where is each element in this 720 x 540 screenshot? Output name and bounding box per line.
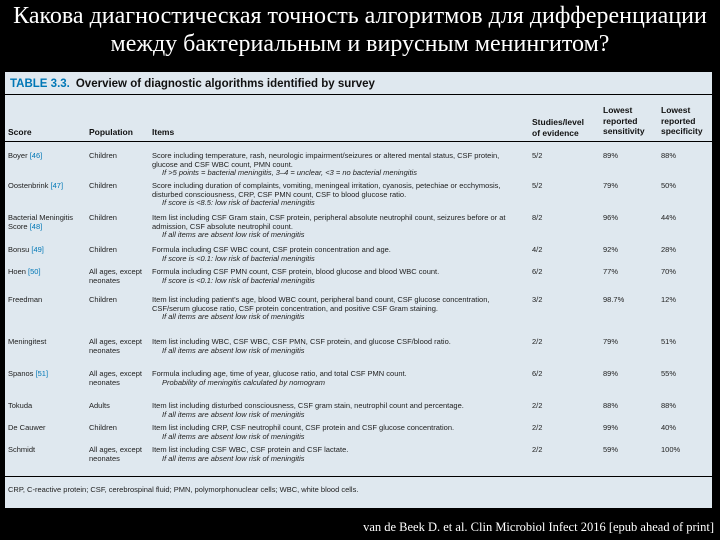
cell-sensitivity: 89% <box>603 369 619 378</box>
score-name: De Cauwer <box>8 423 46 432</box>
cell-studies: 8/2 <box>532 213 543 222</box>
items-text: Item list including patient's age, blood WBC count, peripheral band count, CSF glucose concentration, CSF/serum glucose ratio, CSF protein concentration, and positive CSF Gram staining. <box>152 295 490 313</box>
cell-items <box>152 182 527 208</box>
cell-studies: 2/2 <box>532 445 543 454</box>
cell-sensitivity: 89% <box>603 151 619 160</box>
cell-items <box>152 446 527 463</box>
cell-sensitivity: 79% <box>603 337 619 346</box>
cell-specificity: 88% <box>661 401 677 410</box>
cell-studies: 2/2 <box>532 337 543 346</box>
score-name: Boyer <box>8 151 28 160</box>
cell-items <box>152 370 527 387</box>
cell-score <box>8 268 88 277</box>
cell-items <box>152 402 527 419</box>
top-rule <box>5 94 712 95</box>
cell-sensitivity: 77% <box>603 267 619 276</box>
cell-population: All ages, except neonates <box>89 369 142 387</box>
items-note: If score is <8.5: low risk of bacterial meningitis <box>162 198 315 207</box>
score-ref: [47] <box>50 181 64 190</box>
score-ref: [48] <box>29 221 43 231</box>
items-note: If all items are absent low risk of meningitis <box>162 453 305 463</box>
cell-sensitivity: 79% <box>603 181 619 190</box>
cell-score <box>8 152 88 161</box>
cell-studies: 2/2 <box>532 401 543 410</box>
cell-score <box>8 370 88 379</box>
items-note: Probability of meningitis calculated by nomogram <box>162 377 325 387</box>
score-name: Schmidt <box>8 445 36 454</box>
cell-score <box>8 296 88 305</box>
cell-score <box>8 338 88 347</box>
cell-specificity: 51% <box>661 337 677 346</box>
cell-population: Children <box>89 423 117 432</box>
header-studies: Studies/level of evidence <box>532 117 584 138</box>
bottom-rule <box>5 476 712 477</box>
cell-score <box>8 246 88 255</box>
table-title: Overview of diagnostic algorithms identified by survey <box>75 78 375 90</box>
items-text: Item list including CSF Gram stain, CSF protein, peripheral absolute neutrophil count, seizures before or at admission, CSF absolute neutrophil count. <box>152 213 506 231</box>
items-note: If >5 points = bacterial meningitis, 3–4 = unclear, <3 = no bacterial meningitis <box>162 168 417 177</box>
items-text: Item list including disturbed consciousness, CSF gram stain, neutrophil count and percentage. <box>152 401 464 410</box>
items-text: Formula including age, time of year, glucose ratio, and total CSF PMN count. <box>152 369 407 378</box>
cell-population: Adults <box>89 401 110 410</box>
cell-population: Children <box>89 245 117 254</box>
score-ref: [46] <box>29 151 43 160</box>
cell-sensitivity: 92% <box>603 245 619 254</box>
header-rule <box>5 141 712 142</box>
score-name: Freedman <box>8 295 43 304</box>
score-name: Bacterial Meningitis Score <box>8 213 74 231</box>
cell-specificity: 70% <box>661 267 677 276</box>
items-note: If score is <0.1: low risk of bacterial meningitis <box>162 275 315 285</box>
items-text: Score including duration of complaints, vomiting, meningeal irritation, cyanosis, petechiae or ecchymosis, disturbed consciousness, CRP, CSF PMN count, CSF to blood glucose ratio. <box>152 181 501 199</box>
score-ref: [51] <box>35 369 49 378</box>
cell-studies: 5/2 <box>532 181 543 190</box>
cell-sensitivity: 96% <box>603 213 619 222</box>
cell-score <box>8 424 88 433</box>
cell-specificity: 50% <box>661 181 677 190</box>
cell-sensitivity: 88% <box>603 401 619 410</box>
cell-specificity: 40% <box>661 423 677 432</box>
cell-studies: 2/2 <box>532 423 543 432</box>
cell-studies: 4/2 <box>532 245 543 254</box>
header-specificity: Lowest reported specificity <box>661 105 703 136</box>
cell-score <box>8 214 88 231</box>
header-population: Population <box>89 127 133 137</box>
items-text: Item list including WBC, CSF WBC, CSF PMN, CSF protein, and glucose CSF/blood ratio. <box>152 337 451 346</box>
items-text: Score including temperature, rash, neurologic impairment/seizures or altered mental status, CSF protein, glucose and CSF WBC count, PMN count. <box>152 151 500 169</box>
cell-population: Children <box>89 295 117 304</box>
cell-population: Children <box>89 213 117 222</box>
cell-studies: 6/2 <box>532 369 543 378</box>
items-note: If score is <0.1: low risk of bacterial meningitis <box>162 253 315 263</box>
cell-studies: 3/2 <box>532 295 543 304</box>
cell-specificity: 100% <box>661 445 681 454</box>
cell-items <box>152 214 527 240</box>
score-name: Bonsu <box>8 245 30 254</box>
cell-specificity: 44% <box>661 213 677 222</box>
cell-sensitivity: 59% <box>603 445 619 454</box>
score-ref: [49] <box>31 245 44 254</box>
cell-score <box>8 182 88 191</box>
cell-specificity: 28% <box>661 245 677 254</box>
cell-items <box>152 338 527 355</box>
citation: van de Beek D. et al. Clin Microbiol Infect 2016 [epub ahead of print] <box>363 520 714 534</box>
cell-sensitivity: 98.7% <box>603 295 625 304</box>
table-panel <box>5 72 712 508</box>
score-name: Hoen <box>8 267 26 276</box>
table-footnote: CRP, C-reactive protein; CSF, cerebrospinal fluid; PMN, polymorphonuclear cells; WBC, white blood cells. <box>8 485 359 494</box>
cell-score <box>8 402 88 411</box>
items-text: Formula including CSF WBC count, CSF protein concentration and age. <box>152 245 391 254</box>
cell-population: All ages, except neonates <box>89 337 142 355</box>
items-note: If all items are absent low risk of meningitis <box>162 431 305 441</box>
cell-studies: 6/2 <box>532 267 543 276</box>
cell-population: All ages, except neonates <box>89 267 142 285</box>
score-name: Spanos <box>8 369 34 378</box>
table-number: TABLE 3.3. <box>10 78 70 90</box>
cell-specificity: 88% <box>661 151 677 160</box>
cell-score <box>8 446 88 455</box>
table-caption <box>10 78 375 90</box>
score-ref: [50] <box>28 267 41 276</box>
cell-studies: 5/2 <box>532 151 543 160</box>
cell-population: All ages, except neonates <box>89 445 142 463</box>
score-name: Meningitest <box>8 337 47 346</box>
items-note: If all items are absent low risk of meningitis <box>162 409 305 419</box>
score-name: Oostenbrink <box>8 181 49 190</box>
cell-population: Children <box>89 181 117 190</box>
cell-items <box>152 424 527 441</box>
header-items: Items <box>152 127 175 137</box>
cell-items <box>152 246 527 263</box>
items-note: If all items are absent low risk of meningitis <box>162 345 305 355</box>
cell-items <box>152 152 527 178</box>
score-name: Tokuda <box>8 401 33 410</box>
cell-specificity: 12% <box>661 295 677 304</box>
items-note: If all items are absent low risk of meningitis <box>162 312 305 321</box>
cell-items <box>152 296 527 322</box>
slide-title: Какова диагностическая точность алгоритмов для дифференциации между бактериальным и вирусным менингитом? <box>13 3 707 57</box>
cell-population: Children <box>89 151 117 160</box>
header-sensitivity: Lowest reported sensitivity <box>603 105 645 136</box>
items-text: Item list including CSF WBC, CSF protein and CSF lactate. <box>152 445 349 454</box>
items-note: If all items are absent low risk of meningitis <box>162 230 305 239</box>
header-score: Score <box>8 127 32 137</box>
items-text: Item list including CRP, CSF neutrophil count, CSF protein and CSF glucose concentration. <box>152 423 455 432</box>
cell-items <box>152 268 527 285</box>
items-text: Formula including CSF PMN count, CSF protein, blood glucose and blood WBC count. <box>152 267 440 276</box>
cell-specificity: 55% <box>661 369 677 378</box>
cell-sensitivity: 99% <box>603 423 619 432</box>
